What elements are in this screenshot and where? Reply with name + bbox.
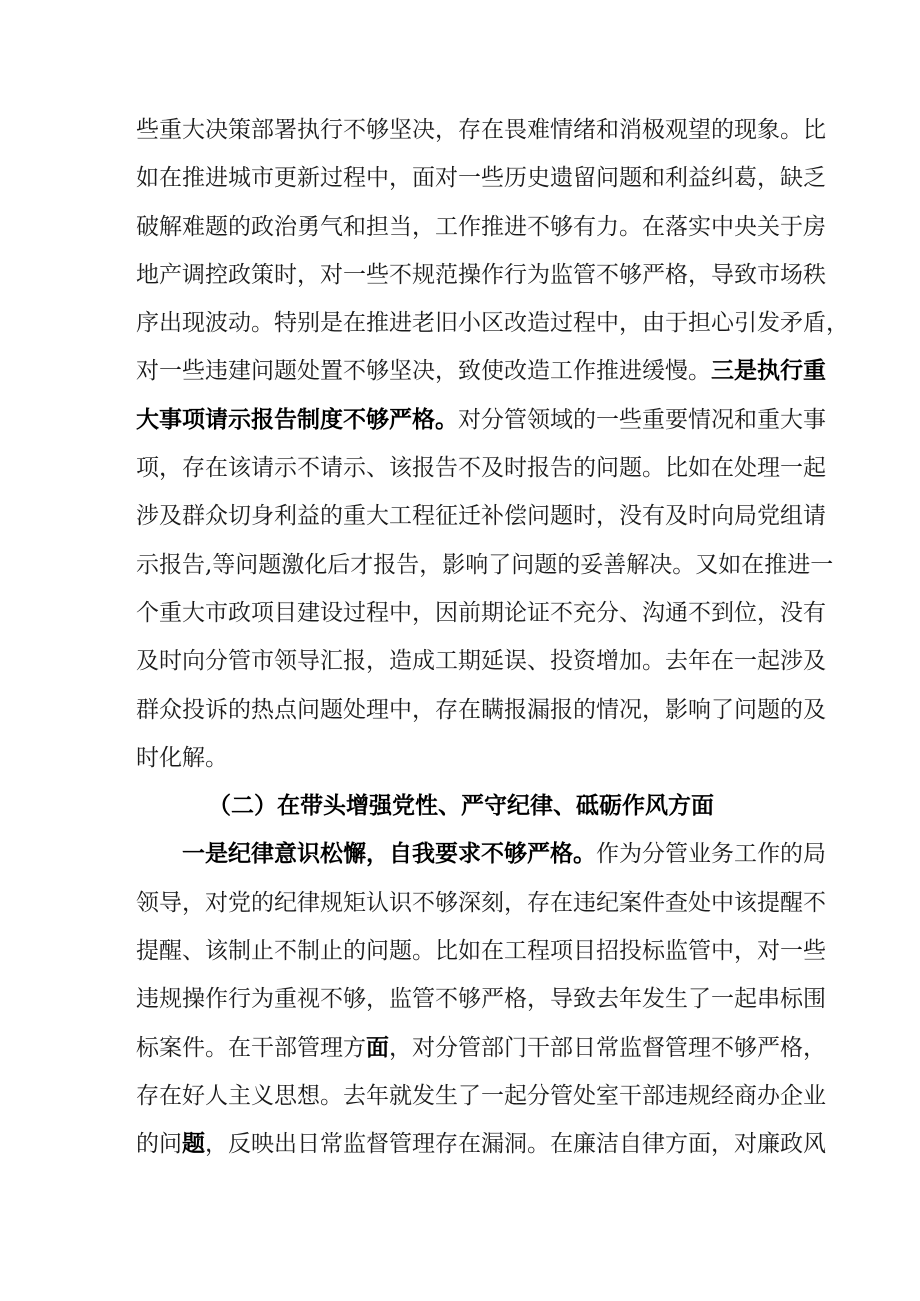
- section-heading: （二）在带头增强党性、严守纪律、砥砺作风方面: [208, 793, 714, 820]
- text-run: 对分管领域的一些重要情况和重大事: [458, 406, 826, 433]
- text-line: 如在推进城市更新过程中，面对一些历史遗留问题和利益纠葛，缺乏: [136, 165, 826, 192]
- text-line: 破解难题的政治勇气和担当，工作推进不够有力。在落实中央关于房: [136, 213, 826, 240]
- text-line: 个重大市政项目建设过程中，因前期论证不充分、沟通不到位，没有: [136, 599, 826, 626]
- text-line: 违规操作行为重视不够，监管不够严格，导致去年发生了一起串标围: [136, 986, 826, 1013]
- text-line: 存在好人主义思想。去年就发生了一起分管处室干部违规经商办企业: [136, 1082, 826, 1109]
- text-line: 群众投诉的热点问题处理中，存在瞒报漏报的情况，影响了问题的及: [136, 696, 826, 723]
- bold-run: 题: [182, 1131, 205, 1158]
- text-line: 些重大决策部署执行不够坚决，存在畏难情绪和消极观望的现象。比: [136, 117, 826, 143]
- text-line: 时化解。: [136, 744, 228, 771]
- text-run: 的问: [136, 1131, 182, 1158]
- text-run: ，反映出日常监督管理存在漏洞。在廉洁自律方面，对廉政风: [205, 1131, 826, 1158]
- text-line: 提醒、该制止不制止的问题。比如在工程项目招投标监管中，对一些: [136, 938, 826, 965]
- document-body: [136, 106, 849, 1169]
- text-run: 标案件。在干部管理方: [136, 1034, 366, 1061]
- bold-point-heading: 一是纪律意识松懈，自我要求不够严格。: [182, 841, 596, 868]
- text-line: [136, 830, 826, 878]
- text-line: [136, 396, 826, 444]
- bold-run: 面: [366, 1034, 389, 1061]
- text-line: 地产调控政策时，对一些不规范操作行为监管不够严格，导致市场秩: [136, 261, 826, 288]
- text-run: 对一些违建问题处置不够坚决，致使改造工作推进缓慢。: [136, 358, 711, 385]
- paragraph-discipline-reporting: [136, 106, 849, 782]
- text-line: 序出现波动。特别是在推进老旧小区改造过程中，由于担心引发矛盾，: [136, 310, 849, 337]
- paragraph-discipline-awareness: [136, 830, 826, 1168]
- bold-point-heading: 三是执行重: [711, 358, 826, 385]
- text-line: 涉及群众切身利益的重大工程征迁补偿问题时，没有及时向局党组请: [136, 503, 826, 530]
- text-line: 领导，对党的纪律规矩认识不够深刻，存在违纪案件查处中该提醒不: [136, 889, 826, 916]
- text-line: 及时向分管市领导汇报，造成工期延误、投资增加。去年在一起涉及: [136, 648, 826, 675]
- text-line: [136, 1120, 826, 1168]
- text-line: 示报告,等问题激化后才报告，影响了问题的妥善解决。又如在推进一: [136, 551, 834, 578]
- text-line: 项，存在该请示不请示、该报告不及时报告的问题。比如在处理一起: [136, 455, 826, 482]
- text-run: 作为分管业务工作的局: [596, 841, 826, 868]
- text-line: [136, 347, 826, 395]
- text-line: [136, 1024, 826, 1072]
- bold-point-heading: 大事项请示报告制度不够严格。: [136, 406, 458, 433]
- text-run: ，对分管部门干部日常监督管理不够严格，: [389, 1034, 826, 1061]
